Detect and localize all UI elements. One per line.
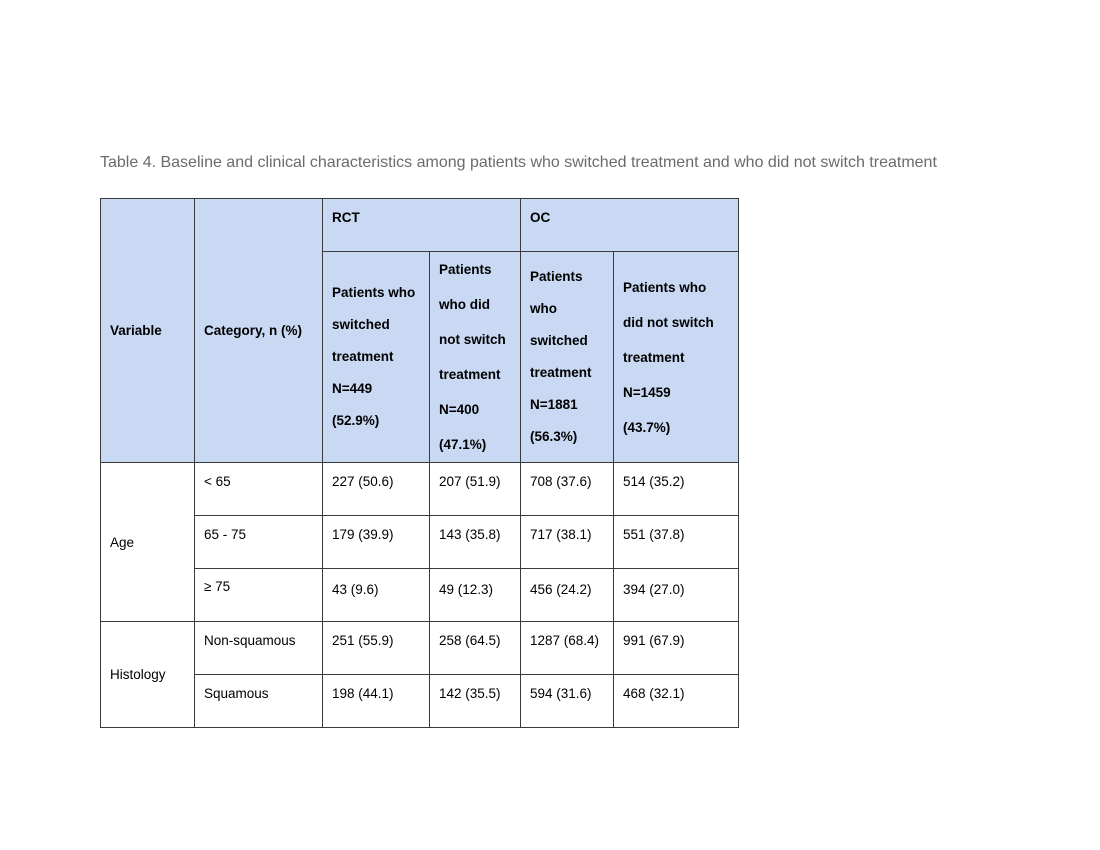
header-line: who did xyxy=(439,297,490,312)
header-line: Patients xyxy=(530,269,583,284)
header-line: N=1459 xyxy=(623,384,671,400)
header-category: Category, n (%) xyxy=(195,199,323,463)
table-caption: Table 4. Baseline and clinical characteristics among patients who switched treatment and who did not switch treatment xyxy=(100,154,937,171)
value-cell: 991 (67.9) xyxy=(614,622,739,675)
header-line: (43.7%) xyxy=(623,419,671,435)
header-group-oc: OC xyxy=(521,199,739,252)
category-cell: 65 - 75 xyxy=(195,516,323,569)
header-line: N=449 xyxy=(332,381,373,396)
header-line: switched xyxy=(332,317,390,332)
header-variable: Variable xyxy=(101,199,195,463)
header-line: (47.1%) xyxy=(439,437,487,452)
header-line: not switch xyxy=(439,332,506,347)
category-cell: Squamous xyxy=(195,675,323,728)
value-cell: 43 (9.6) xyxy=(323,569,430,622)
variable-cell-age: Age xyxy=(101,463,195,622)
value-cell: 258 (64.5) xyxy=(430,622,521,675)
header-rct-not-switched xyxy=(430,252,521,463)
header-line: switched xyxy=(530,333,588,348)
value-cell: 708 (37.6) xyxy=(521,463,614,516)
value-cell: 251 (55.9) xyxy=(323,622,430,675)
category-cell: ≥ 75 xyxy=(195,569,323,622)
value-cell: 49 (12.3) xyxy=(430,569,521,622)
header-line: treatment xyxy=(439,367,501,382)
category-cell: Non-squamous xyxy=(195,622,323,675)
table-row xyxy=(101,622,739,675)
value-cell: 394 (27.0) xyxy=(614,569,739,622)
value-cell: 717 (38.1) xyxy=(521,516,614,569)
header-line: treatment xyxy=(530,365,592,380)
table-row xyxy=(101,675,739,728)
header-line: (52.9%) xyxy=(332,413,380,428)
header-line: did not switch xyxy=(623,314,714,330)
header-group-rct: RCT xyxy=(323,199,521,252)
table-row xyxy=(101,516,739,569)
value-cell: 227 (50.6) xyxy=(323,463,430,516)
header-oc-not-switched xyxy=(614,252,739,463)
table-row xyxy=(101,463,739,516)
header-line: Patients who xyxy=(623,279,707,295)
variable-cell-histology: Histology xyxy=(101,622,195,728)
header-line: who xyxy=(530,301,557,316)
value-cell: 468 (32.1) xyxy=(614,675,739,728)
header-line: (56.3%) xyxy=(530,429,578,444)
value-cell: 594 (31.6) xyxy=(521,675,614,728)
value-cell: 551 (37.8) xyxy=(614,516,739,569)
header-line: treatment xyxy=(332,349,394,364)
value-cell: 143 (35.8) xyxy=(430,516,521,569)
value-cell: 179 (39.9) xyxy=(323,516,430,569)
value-cell: 142 (35.5) xyxy=(430,675,521,728)
header-oc-switched xyxy=(521,252,614,463)
header-rct-switched xyxy=(323,252,430,463)
table-row xyxy=(101,569,739,622)
header-line: treatment xyxy=(623,349,685,365)
header-line: Patients who xyxy=(332,285,416,300)
category-cell: < 65 xyxy=(195,463,323,516)
value-cell: 207 (51.9) xyxy=(430,463,521,516)
header-line: Patients xyxy=(439,262,492,277)
value-cell: 198 (44.1) xyxy=(323,675,430,728)
characteristics-table xyxy=(100,198,739,728)
value-cell: 456 (24.2) xyxy=(521,569,614,622)
value-cell: 514 (35.2) xyxy=(614,463,739,516)
header-line: N=1881 xyxy=(530,397,578,412)
value-cell: 1287 (68.4) xyxy=(521,622,614,675)
header-line: N=400 xyxy=(439,402,480,417)
